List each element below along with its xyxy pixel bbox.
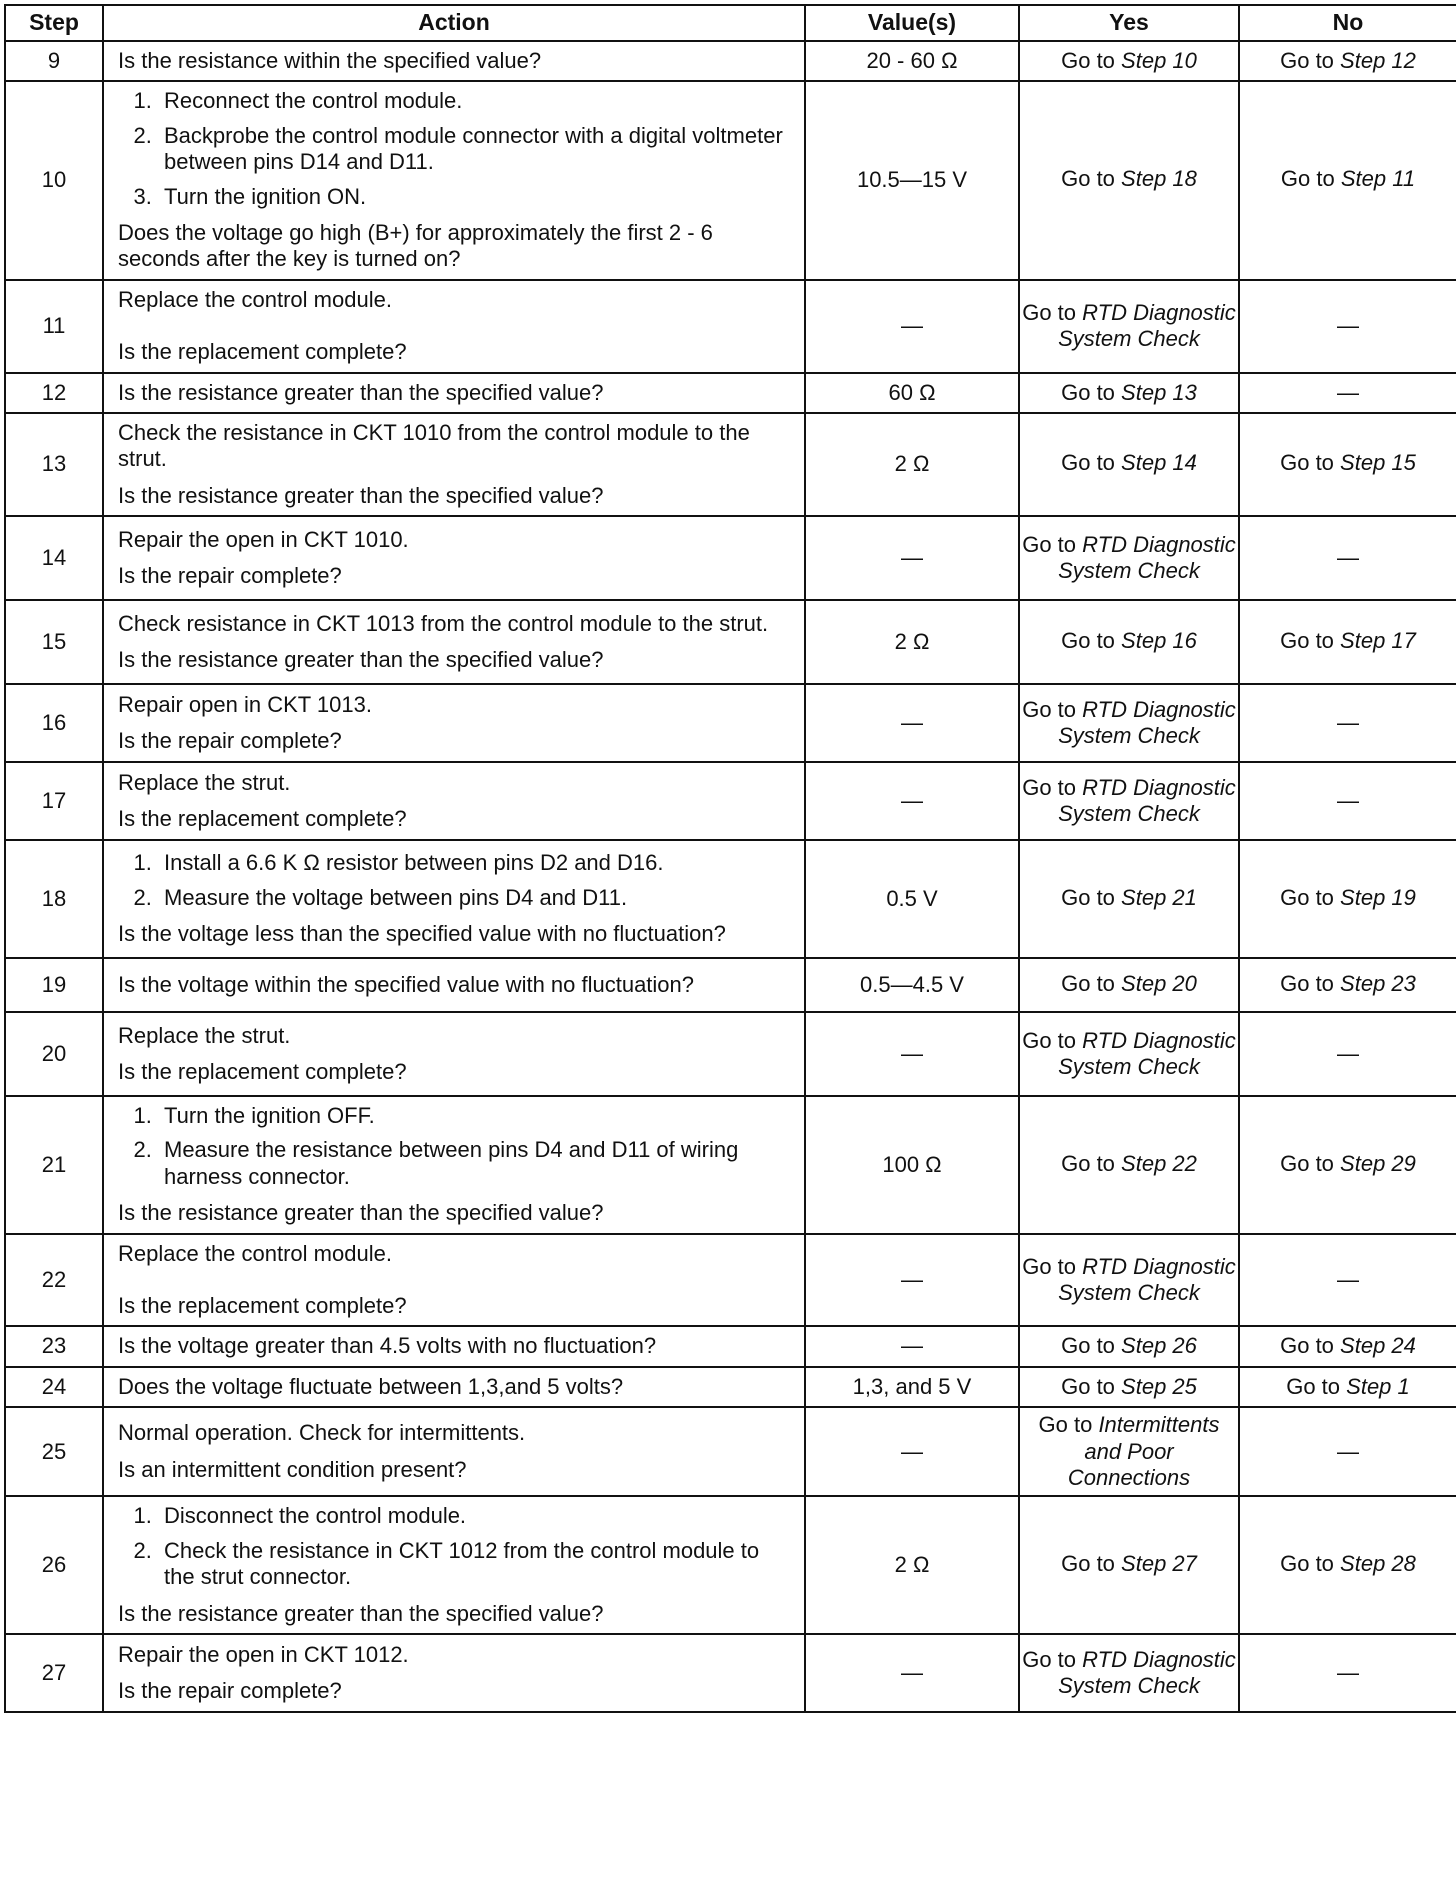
table-row xyxy=(5,1496,1456,1634)
no-outcome-ref: Step 11 xyxy=(1340,166,1416,192)
yes-outcome-ref: Step 10 xyxy=(1121,48,1197,73)
yes-outcome xyxy=(1019,373,1239,413)
yes-outcome-ref: Step 25 xyxy=(1121,1373,1197,1399)
no-outcome xyxy=(1239,516,1456,600)
table-row xyxy=(5,413,1456,516)
diagnostic-table-container xyxy=(4,4,1456,1713)
yes-outcome xyxy=(1019,1496,1239,1634)
no-outcome-ref: Step 29 xyxy=(1340,1150,1416,1176)
yes-outcome xyxy=(1019,516,1239,600)
no-outcome-text: — xyxy=(1337,1438,1359,1464)
action-cell xyxy=(103,1096,805,1234)
value-cell: — xyxy=(805,280,1019,373)
table-row xyxy=(5,1326,1456,1366)
action-cell xyxy=(103,1407,805,1496)
no-outcome xyxy=(1239,1326,1456,1366)
action-cell xyxy=(103,280,805,373)
action-instruction: Replace the strut. xyxy=(118,769,291,795)
no-outcome xyxy=(1239,41,1456,81)
action-instruction: Replace the control module. xyxy=(118,1240,392,1266)
yes-outcome-prefix: Go to xyxy=(1038,1412,1093,1438)
yes-outcome-ref: Step 22 xyxy=(1121,1150,1197,1176)
step-number: 25 xyxy=(5,1407,103,1496)
action-cell xyxy=(103,1634,805,1712)
table-row xyxy=(5,516,1456,600)
value-cell: 0.5—4.5 V xyxy=(805,958,1019,1012)
yes-outcome-prefix: Go to xyxy=(1022,696,1077,722)
no-outcome xyxy=(1239,413,1456,516)
no-outcome-text: — xyxy=(1337,544,1359,570)
value-cell: — xyxy=(805,1407,1019,1496)
yes-outcome-prefix: Go to xyxy=(1022,531,1077,557)
step-number: 13 xyxy=(5,413,103,516)
yes-outcome-prefix: Go to xyxy=(1061,627,1115,653)
table-row xyxy=(5,41,1456,81)
yes-outcome-ref: RTD Diagnostic System Check xyxy=(1058,1646,1236,1698)
no-outcome-prefix: Go to xyxy=(1280,1333,1334,1359)
value-cell: 2 Ω xyxy=(805,600,1019,684)
action-instruction: Repair the open in CKT 1010. xyxy=(118,526,409,552)
yes-outcome-ref: Step 13 xyxy=(1121,379,1197,405)
table-row xyxy=(5,684,1456,762)
action-question: Does the voltage go high (B+) for approximately the first 2 - 6 seconds after the key is turned on? xyxy=(118,219,713,272)
instruction-item: 1. Turn the ignition OFF. xyxy=(158,1103,794,1129)
action-question: Is the voltage less than the specified value with no fluctuation? xyxy=(118,921,726,947)
instruction-item: 1. Disconnect the control module. xyxy=(158,1503,794,1529)
yes-outcome xyxy=(1019,1326,1239,1366)
yes-outcome xyxy=(1019,1407,1239,1496)
table-row xyxy=(5,762,1456,840)
yes-outcome-ref: Intermittents and Poor Connections xyxy=(1067,1412,1220,1490)
yes-outcome-ref: RTD Diagnostic System Check xyxy=(1058,696,1236,749)
no-outcome-ref: Step 23 xyxy=(1340,970,1416,996)
step-number: 19 xyxy=(5,958,103,1012)
table-row xyxy=(5,1407,1456,1496)
step-number: 27 xyxy=(5,1634,103,1712)
value-cell: — xyxy=(805,1326,1019,1366)
no-outcome xyxy=(1239,1096,1456,1234)
yes-outcome xyxy=(1019,41,1239,81)
yes-outcome xyxy=(1019,413,1239,516)
step-number: 18 xyxy=(5,840,103,958)
no-outcome-ref: Step 28 xyxy=(1340,1550,1416,1576)
yes-outcome-ref: Step 16 xyxy=(1121,627,1197,653)
table-row xyxy=(5,1012,1456,1096)
no-outcome xyxy=(1239,1012,1456,1096)
yes-outcome-ref: RTD Diagnostic System Check xyxy=(1058,299,1236,352)
no-outcome-text: — xyxy=(1337,1266,1359,1292)
no-outcome-prefix: Go to xyxy=(1280,627,1334,653)
action-cell xyxy=(103,1367,805,1407)
value-cell: 1,3, and 5 V xyxy=(805,1367,1019,1407)
yes-outcome-prefix: Go to xyxy=(1061,379,1115,405)
diagnostic-steps-table xyxy=(4,4,1456,1713)
no-outcome-ref: Step 19 xyxy=(1340,884,1416,910)
yes-outcome-ref: Step 26 xyxy=(1121,1333,1197,1359)
value-cell: — xyxy=(805,516,1019,600)
no-outcome-text: — xyxy=(1337,312,1359,338)
no-outcome xyxy=(1239,81,1456,279)
action-cell xyxy=(103,684,805,762)
table-row xyxy=(5,1367,1456,1407)
action-instruction: Repair the open in CKT 1012. xyxy=(118,1641,409,1667)
action-cell xyxy=(103,958,805,1012)
table-row xyxy=(5,840,1456,958)
no-outcome xyxy=(1239,1234,1456,1327)
action-cell xyxy=(103,762,805,840)
yes-outcome-prefix: Go to xyxy=(1022,299,1077,325)
step-number: 23 xyxy=(5,1326,103,1366)
yes-outcome xyxy=(1019,1634,1239,1712)
value-cell: — xyxy=(805,1012,1019,1096)
yes-outcome-ref: Step 21 xyxy=(1121,884,1197,910)
yes-outcome-prefix: Go to xyxy=(1022,1027,1077,1053)
value-cell: 10.5—15 V xyxy=(805,81,1019,279)
yes-outcome-prefix: Go to xyxy=(1022,1253,1077,1279)
yes-outcome-prefix: Go to xyxy=(1061,1333,1115,1359)
step-number: 17 xyxy=(5,762,103,840)
yes-outcome-prefix: Go to xyxy=(1061,48,1115,73)
step-number: 12 xyxy=(5,373,103,413)
action-question: Is the resistance greater than the specified value? xyxy=(118,1600,604,1626)
no-outcome xyxy=(1239,684,1456,762)
no-outcome-ref: Step 1 xyxy=(1346,1373,1410,1399)
action-cell xyxy=(103,373,805,413)
table-row xyxy=(5,958,1456,1012)
step-number: 22 xyxy=(5,1234,103,1327)
value-cell: 2 Ω xyxy=(805,413,1019,516)
action-instruction: Repair open in CKT 1013. xyxy=(118,691,372,717)
yes-outcome xyxy=(1019,81,1239,279)
no-outcome-text: — xyxy=(1337,379,1359,405)
value-cell: 2 Ω xyxy=(805,1496,1019,1634)
instruction-item: 2. Measure the voltage between pins D4 and D11. xyxy=(158,885,794,911)
action-question: Is the replacement complete? xyxy=(118,339,407,365)
yes-outcome-prefix: Go to xyxy=(1061,450,1115,476)
action-question: Is the replacement complete? xyxy=(118,1059,407,1085)
header-yes: Yes xyxy=(1019,5,1239,41)
header-no: No xyxy=(1239,5,1456,41)
value-cell: 100 Ω xyxy=(805,1096,1019,1234)
value-cell: — xyxy=(805,1634,1019,1712)
step-number: 26 xyxy=(5,1496,103,1634)
instruction-item: 2. Backprobe the control module connector with a digital voltmeter between pins D14 and D11. xyxy=(158,123,794,176)
table-row xyxy=(5,1634,1456,1712)
no-outcome-text: — xyxy=(1337,709,1359,735)
no-outcome xyxy=(1239,1634,1456,1712)
action-question: Is the repair complete? xyxy=(118,1677,342,1703)
step-number: 14 xyxy=(5,516,103,600)
action-cell xyxy=(103,1326,805,1366)
no-outcome xyxy=(1239,600,1456,684)
action-cell xyxy=(103,840,805,958)
yes-outcome-ref: RTD Diagnostic System Check xyxy=(1058,1253,1236,1306)
yes-outcome xyxy=(1019,280,1239,373)
no-outcome xyxy=(1239,762,1456,840)
yes-outcome-ref: RTD Diagnostic System Check xyxy=(1058,1027,1236,1080)
action-cell xyxy=(103,81,805,279)
action-question: Is the voltage greater than 4.5 volts with no fluctuation? xyxy=(118,1333,657,1359)
no-outcome xyxy=(1239,958,1456,1012)
yes-outcome-prefix: Go to xyxy=(1022,774,1077,800)
no-outcome-ref: Step 17 xyxy=(1340,627,1416,653)
no-outcome xyxy=(1239,1496,1456,1634)
action-cell xyxy=(103,41,805,81)
step-number: 15 xyxy=(5,600,103,684)
yes-outcome xyxy=(1019,684,1239,762)
step-number: 21 xyxy=(5,1096,103,1234)
action-question: Is the repair complete? xyxy=(118,563,342,589)
no-outcome xyxy=(1239,1407,1456,1496)
table-row xyxy=(5,600,1456,684)
no-outcome xyxy=(1239,280,1456,373)
step-number: 9 xyxy=(5,41,103,81)
yes-outcome xyxy=(1019,1012,1239,1096)
table-row xyxy=(5,373,1456,413)
instruction-list xyxy=(118,1103,794,1190)
table-row xyxy=(5,1234,1456,1327)
no-outcome-prefix: Go to xyxy=(1280,166,1335,192)
yes-outcome xyxy=(1019,600,1239,684)
action-cell xyxy=(103,1496,805,1634)
yes-outcome-prefix: Go to xyxy=(1022,1646,1077,1672)
instruction-list xyxy=(118,850,794,911)
yes-outcome xyxy=(1019,958,1239,1012)
value-cell: — xyxy=(805,762,1019,840)
yes-outcome xyxy=(1019,1234,1239,1327)
action-question: Is the resistance greater than the specified value? xyxy=(118,647,604,673)
no-outcome-prefix: Go to xyxy=(1280,450,1334,476)
action-cell xyxy=(103,1234,805,1327)
action-question: Is the resistance greater than the specified value? xyxy=(118,1200,604,1226)
yes-outcome xyxy=(1019,762,1239,840)
step-number: 10 xyxy=(5,81,103,279)
action-question: Is the resistance within the specified value? xyxy=(118,48,542,73)
value-cell: 20 - 60 Ω xyxy=(805,41,1019,81)
no-outcome-prefix: Go to xyxy=(1286,1373,1341,1399)
no-outcome xyxy=(1239,373,1456,413)
no-outcome-text: — xyxy=(1337,1040,1359,1066)
action-instruction: Check resistance in CKT 1013 from the control module to the strut. xyxy=(118,610,769,636)
action-cell xyxy=(103,1012,805,1096)
yes-outcome-prefix: Go to xyxy=(1061,1373,1115,1399)
no-outcome xyxy=(1239,1367,1456,1407)
no-outcome-prefix: Go to xyxy=(1280,48,1334,73)
yes-outcome-ref: Step 20 xyxy=(1121,970,1197,996)
no-outcome-prefix: Go to xyxy=(1280,970,1334,996)
no-outcome-prefix: Go to xyxy=(1280,1550,1334,1576)
action-question: Is the repair complete? xyxy=(118,728,342,754)
table-row xyxy=(5,280,1456,373)
no-outcome-ref: Step 12 xyxy=(1340,48,1416,73)
instruction-item: 2. Measure the resistance between pins D4 and D11 of wiring harness connector. xyxy=(158,1137,794,1190)
no-outcome xyxy=(1239,840,1456,958)
action-question: Is the resistance greater than the specified value? xyxy=(118,482,604,508)
action-question: Is an intermittent condition present? xyxy=(118,1456,467,1482)
table-header-row xyxy=(5,5,1456,41)
yes-outcome xyxy=(1019,1096,1239,1234)
no-outcome-ref: Step 24 xyxy=(1340,1333,1416,1359)
value-cell: — xyxy=(805,1234,1019,1327)
action-question: Is the replacement complete? xyxy=(118,1293,407,1319)
action-instruction: Replace the control module. xyxy=(118,286,392,312)
yes-outcome-ref: RTD Diagnostic System Check xyxy=(1058,531,1236,584)
table-row xyxy=(5,1096,1456,1234)
header-action: Action xyxy=(103,5,805,41)
action-question: Is the voltage within the specified value with no fluctuation? xyxy=(118,971,695,997)
instruction-list xyxy=(118,1503,794,1590)
action-instruction: Check the resistance in CKT 1010 from the control module to the strut. xyxy=(118,419,750,472)
yes-outcome-prefix: Go to xyxy=(1061,1150,1115,1176)
yes-outcome-ref: Step 27 xyxy=(1121,1550,1197,1576)
value-cell: 60 Ω xyxy=(805,373,1019,413)
step-number: 16 xyxy=(5,684,103,762)
no-outcome-ref: Step 15 xyxy=(1340,450,1416,476)
header-step: Step xyxy=(5,5,103,41)
step-number: 20 xyxy=(5,1012,103,1096)
instruction-item: 3. Turn the ignition ON. xyxy=(158,184,794,210)
value-cell: 0.5 V xyxy=(805,840,1019,958)
yes-outcome xyxy=(1019,840,1239,958)
action-instruction: Normal operation. Check for intermittents. xyxy=(118,1420,526,1446)
step-number: 24 xyxy=(5,1367,103,1407)
yes-outcome-ref: Step 18 xyxy=(1121,166,1197,192)
table-row xyxy=(5,81,1456,279)
yes-outcome-prefix: Go to xyxy=(1061,884,1115,910)
table-body xyxy=(5,41,1456,1712)
yes-outcome-ref: Step 14 xyxy=(1121,450,1197,476)
instruction-item: 1. Reconnect the control module. xyxy=(158,88,794,114)
header-values: Value(s) xyxy=(805,5,1019,41)
instruction-item: 2. Check the resistance in CKT 1012 from the control module to the strut connector. xyxy=(158,1538,794,1591)
yes-outcome-prefix: Go to xyxy=(1061,1550,1115,1576)
no-outcome-text: — xyxy=(1337,1659,1359,1685)
action-question: Is the resistance greater than the specified value? xyxy=(118,379,604,405)
action-question: Does the voltage fluctuate between 1,3,and 5 volts? xyxy=(118,1373,624,1399)
action-question: Is the replacement complete? xyxy=(118,806,407,832)
yes-outcome-prefix: Go to xyxy=(1061,970,1115,996)
yes-outcome-prefix: Go to xyxy=(1061,166,1115,192)
no-outcome-text: — xyxy=(1337,787,1359,813)
yes-outcome xyxy=(1019,1367,1239,1407)
action-cell xyxy=(103,600,805,684)
yes-outcome-ref: RTD Diagnostic System Check xyxy=(1058,774,1236,827)
action-cell xyxy=(103,413,805,516)
no-outcome-prefix: Go to xyxy=(1280,884,1334,910)
value-cell: — xyxy=(805,684,1019,762)
instruction-list xyxy=(118,88,794,210)
action-instruction: Replace the strut. xyxy=(118,1022,291,1048)
no-outcome-prefix: Go to xyxy=(1280,1150,1334,1176)
action-cell xyxy=(103,516,805,600)
instruction-item: 1. Install a 6.6 K Ω resistor between pins D2 and D16. xyxy=(158,850,794,876)
step-number: 11 xyxy=(5,280,103,373)
